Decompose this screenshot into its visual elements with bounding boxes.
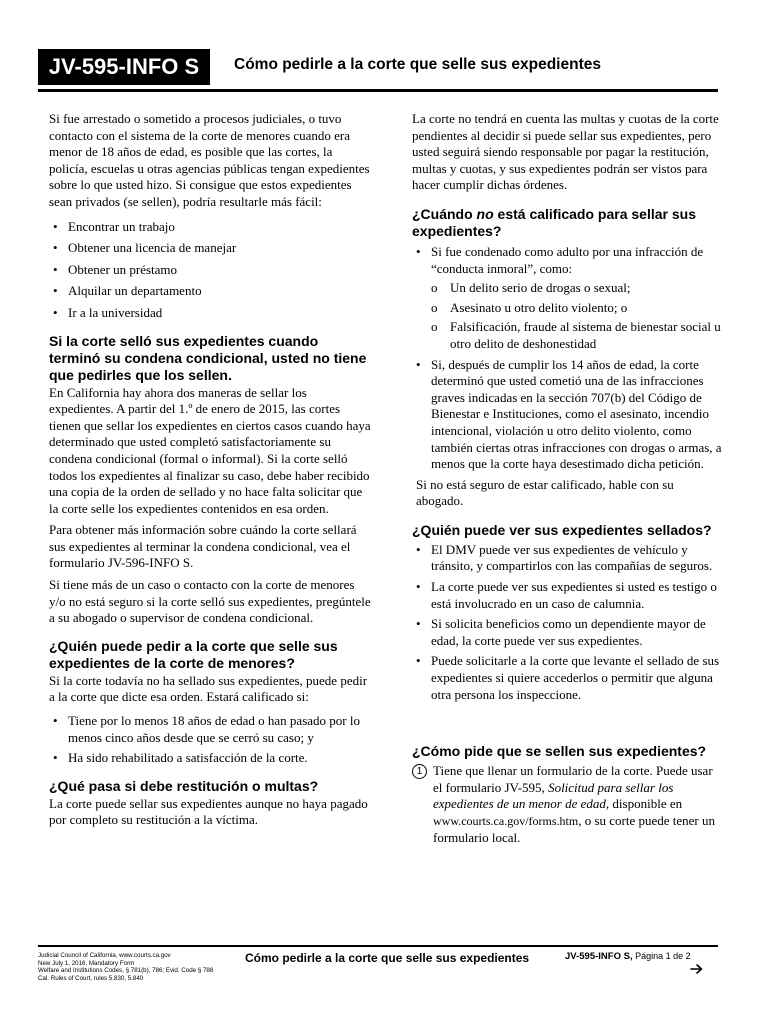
footer-form-id: JV-595-INFO S, [565, 951, 633, 962]
footer-page-number: Página 1 de 2 [632, 951, 691, 961]
footer-line: Judicial Council of California, www.courts.ca.gov [38, 952, 171, 959]
heading-part: está calificado para sellar sus expedientes? [412, 205, 696, 239]
list-item: • Alquilar un departamento [49, 283, 371, 300]
list-item: • Si solicita beneficios como un dependiente mayor de edad, la corte puede ver sus expedientes. [412, 616, 722, 649]
right-arrow-icon [690, 963, 704, 975]
benefits-list [49, 219, 371, 322]
section-heading-who-can-see: ¿Quién puede ver sus expedientes sellados? [412, 521, 712, 538]
header-rule [38, 89, 718, 92]
form-name: Solicitud para sellar los expedientes de un menor de edad [433, 779, 674, 812]
list-item: • Si, después de cumplir los 14 años de edad, la corte determinó que usted cometió una de las infracciones graves indicadas en la sección 707(b) del Código de Bienestar e Instituciones, como el asesinato, incendio intencional, violación u otro delito violento, como también ciertas otras infracciones con drogas o armas, a menos que la corte haya desestimado dicha petición. [412, 357, 722, 473]
section-heading-not-eligible [412, 206, 722, 240]
list-item: • Tiene por lo menos 18 años de edad o han pasado por lo menos cinco años desde que se cerró su caso; y [49, 713, 371, 746]
list-item: • Puede solicitarle a la corte que levante el sellado de sus expedientes si quiere accederlos o permitir que alguna otra persona los inspeccione. [412, 653, 722, 703]
not-eligible-list [412, 244, 722, 473]
section-heading-who-can-ask: ¿Quién puede pedir a la corte que selle sus expedientes de la corte de menores? [49, 637, 338, 671]
footer-title: Cómo pedirle a la corte que selle sus expedientes [245, 951, 530, 965]
list-item: • Ha sido rehabilitado a satisfacción de la corte. [49, 750, 371, 767]
footer-line: Welfare and Institutions Codes, § 781(b), 786; Evid. Code § 788 [38, 967, 214, 975]
list-item: • El DMV puede ver sus expedientes de vehículo y tránsito, y compartirlos con las compañías de seguros. [412, 542, 722, 575]
paragraph: Si la corte todavía no ha sellado sus expedientes, puede pedir a la corte que dicte esa orden. Estará calificado si: [49, 672, 368, 705]
paragraph: En California hay ahora dos maneras de sellar los expedientes. A partir del 1.º de enero de 2015, las cortes tienen que sellar los expedientes en ciertos casos cuando haya determinado que usted completó satisfactoriamente su condena condicional (formal o informal). Si la corte selló todos los expedientes al finalizar su caso, debe haber recibido una copia de la orden de sellado y no hace falta solicitar que la corte selle los expedientes contenidos en esa orden. [49, 384, 371, 516]
list-item: • Encontrar un trabajo [49, 219, 371, 236]
form-id-text: JV-595-INFO S [48, 54, 200, 79]
sub-list-item: o Asesinato u otro delito violento; o [412, 300, 722, 317]
sub-list-item: o Un delito serio de drogas o sexual; [412, 280, 722, 297]
step-1 [412, 763, 722, 846]
list-item: • Obtener un préstamo [49, 262, 371, 279]
left-column [49, 111, 371, 829]
eligibility-list [49, 713, 371, 767]
step-text: Tiene que llenar un formulario de la corte. Puede usar el formulario JV-595, [433, 763, 713, 795]
section-heading-sealed-on-probation: Si la corte selló sus expedientes cuando terminó su condena condicional, usted no tiene que pedirles que los sellen. [49, 332, 367, 383]
sub-list-item: o Falsificación, fraude al sistema de bienestar social u otro delito de deshonestidad [412, 319, 722, 352]
footer-rule [38, 945, 718, 947]
footer-citations [38, 952, 238, 982]
heading-part: ¿Cuándo [412, 205, 477, 222]
who-can-see-list [412, 542, 722, 703]
footer-line: Cal. Rules of Court, rules 5.830, 5.840 [38, 974, 144, 982]
list-item: • Ir a la universidad [49, 305, 371, 322]
step-text: , disponible en [605, 796, 683, 812]
step-number-circle: 1 [412, 764, 427, 779]
section-heading-restitution: ¿Qué pasa si debe restitución o multas? [49, 777, 319, 794]
paragraph: Para obtener más información sobre cuándo la corte sellará sus expedientes al terminar la condena condicional, vea el formulario JV-596-INFO S. [49, 522, 357, 571]
form-id-badge [38, 49, 210, 85]
section-heading-how-to-ask: ¿Cómo pide que se sellen sus expedientes? [412, 743, 707, 760]
forms-link[interactable]: www.courts.ca.gov/forms.htm [433, 814, 579, 828]
right-column [412, 111, 722, 846]
paragraph: La corte puede sellar sus expedientes aunque no haya pagado por completo su restitución a la víctima. [49, 795, 368, 828]
page-title: Cómo pedirle a la corte que selle sus expedientes [234, 56, 601, 73]
paragraph: Si no está seguro de estar calificado, hable con su abogado. [416, 476, 674, 509]
paragraph: La corte no tendrá en cuenta las multas y cuotas de la corte pendientes al decidir si puede sellar sus expedientes, pero usted seguirá siendo responsable por pagar la restitución, multas y cuotas, y sus expedientes podrán ser vistos para hacer cumplir dichas órdenes. [412, 111, 719, 193]
list-item: • Si fue condenado como adulto por una infracción de “conducta inmoral”, como: [412, 244, 722, 277]
intro-paragraph: Si fue arrestado o sometido a procesos judiciales, o tuvo contacto con el sistema de la corte de menores cuando era menor de 18 años de edad, es posible que las cortes, la policía, escuelas u otras agencias públicas tengan expedientes sobre lo que usted hizo. Si consigue que estos expedientes sean privados (se sellen), podría resultarle más fácil: [49, 111, 370, 209]
step-text: , o su corte puede tener un formulario local. [433, 813, 716, 845]
list-item: • Obtener una licencia de manejar [49, 240, 371, 257]
heading-emphasis: no [476, 205, 494, 222]
paragraph: Si tiene más de un caso o contacto con la corte de menores y/o no está seguro si la corte selló sus expedientes, pregúntele a su abogado o supervisor de condena condicional. [49, 577, 371, 626]
list-item: • La corte puede ver sus expedientes si usted es testigo o está involucrado en un caso de calumnia. [412, 579, 722, 612]
footer-line: New July 1, 2016, Mandatory Form [38, 959, 135, 967]
footer-page-info [565, 951, 691, 962]
